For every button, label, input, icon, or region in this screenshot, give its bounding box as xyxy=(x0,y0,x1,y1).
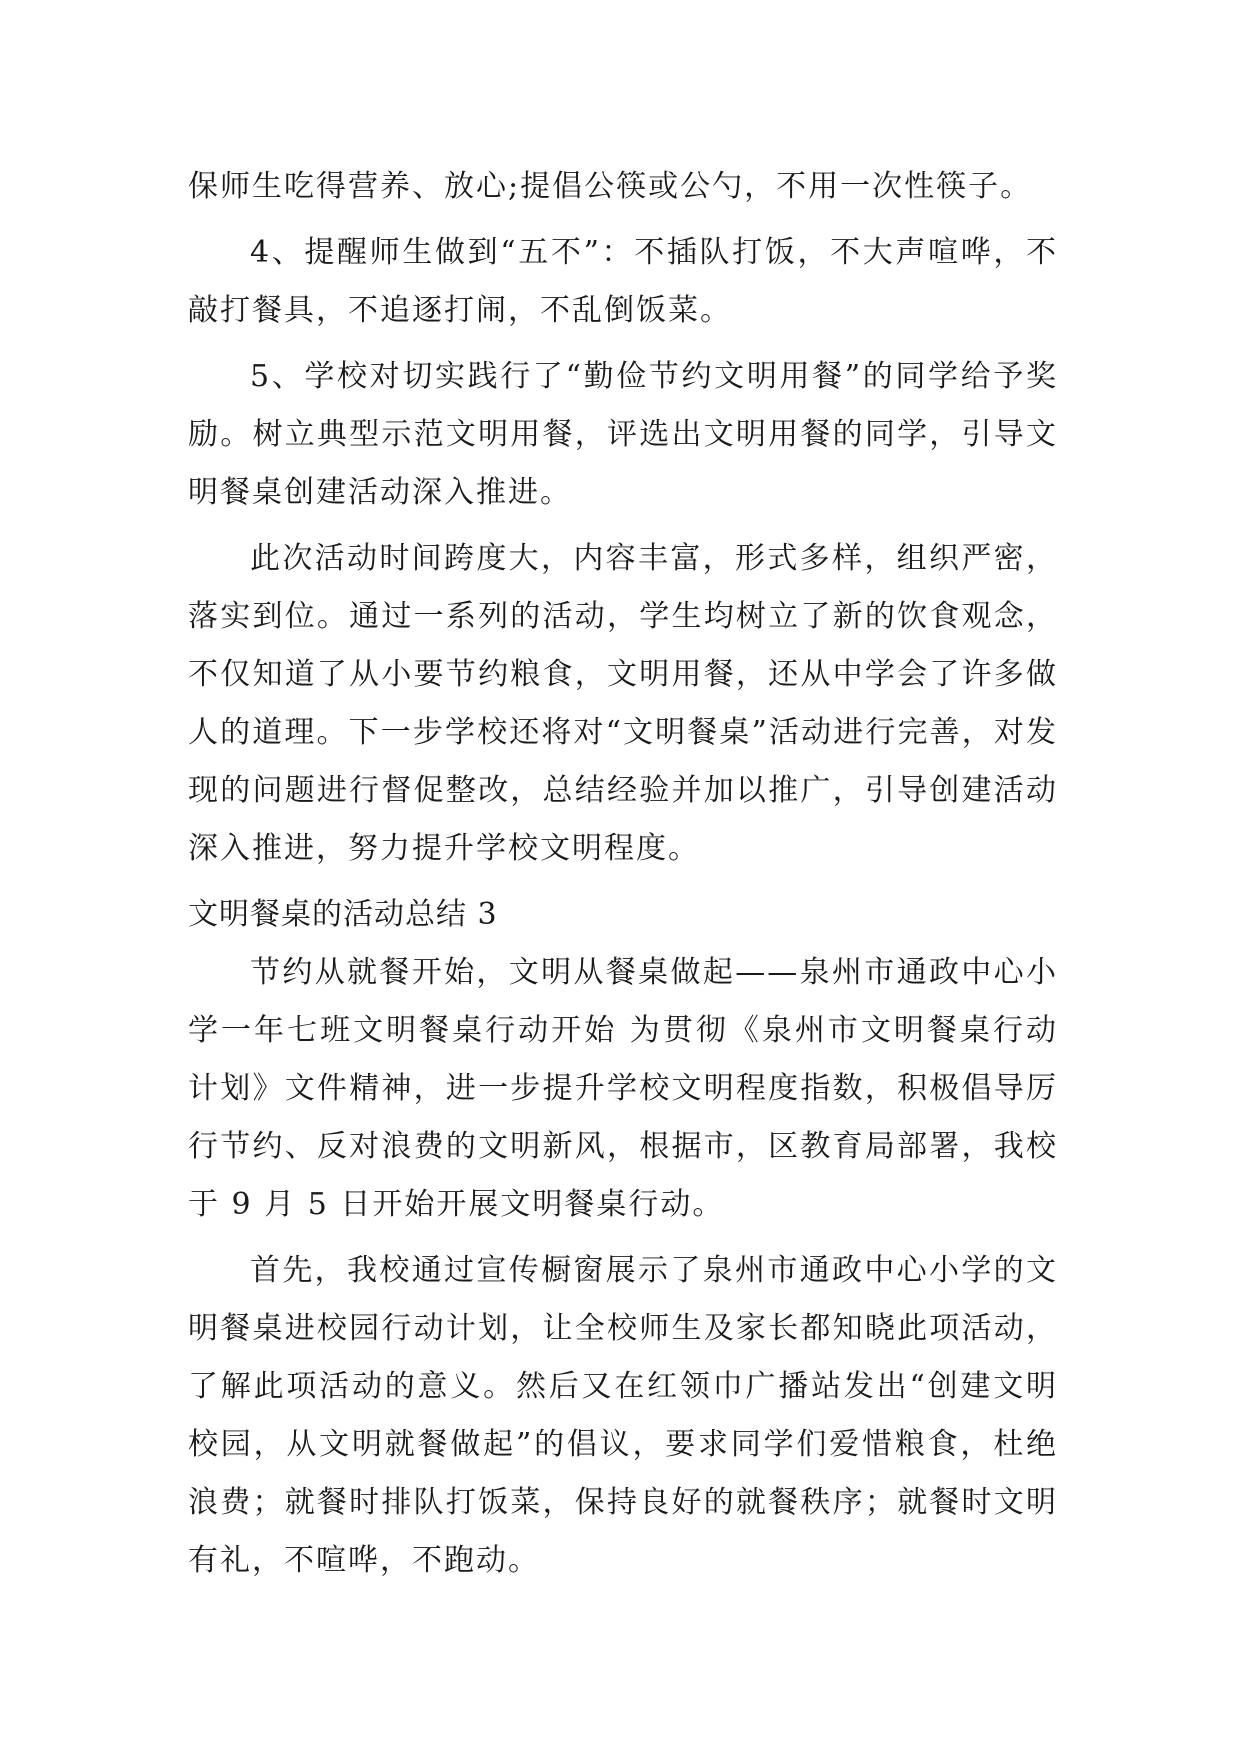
paragraph: 首先，我校通过宣传橱窗展示了泉州市通政中心小学的文明餐桌进校园行动计划，让全校师生及家长都知晓此项活动，了解此项活动的意义。然后又在红领巾广播站发出“创建文明校园，从文明就餐做起”的倡议，要求同学们爱惜粮食，杜绝浪费；就餐时排队打饭菜，保持良好的就餐秩序；就餐时文明有礼，不喧哗，不跑动。 xyxy=(188,1253,1058,1578)
paragraph: 保师生吃得营养、放心;提倡公筷或公勺，不用一次性筷子。 xyxy=(188,169,1033,204)
paragraph: 此次活动时间跨度大，内容丰富，形式多样，组织严密，落实到位。通过一系列的活动，学生均树立了新的饮食观念，不仅知道了从小要节约粮食，文明用餐，还从中学会了许多做人的道理。下一步学校还将对“文明餐桌”活动进行完善，对发现的问题进行督促整改，总结经验并加以推广，引导创建活动深入推进，努力提升学校文明程度。 xyxy=(188,541,1058,866)
document-body xyxy=(188,158,1058,1598)
section-heading: 文明餐桌的活动总结 3 xyxy=(188,897,498,932)
paragraph: 4、提醒师生做到“五不”：不插队打饭，不大声喧哗，不敲打餐具，不追逐打闹，不乱倒饭菜。 xyxy=(188,235,1058,328)
paragraph: 5、学校对切实践行了“勤俭节约文明用餐”的同学给予奖励。树立典型示范文明用餐，评选出文明用餐的同学，引导文明餐桌创建活动深入推进。 xyxy=(188,359,1058,510)
paragraph: 节约从就餐开始，文明从餐桌做起——泉州市通政中心小学一年七班文明餐桌行动开始 为贯彻《泉州市文明餐桌行动计划》文件精神，进一步提升学校文明程度指数，积极倡导厉行节约、反对浪费的文明新风，根据市，区教育局部署，我校于 9 月 5 日开始开展文明餐桌行动。 xyxy=(188,955,1058,1222)
